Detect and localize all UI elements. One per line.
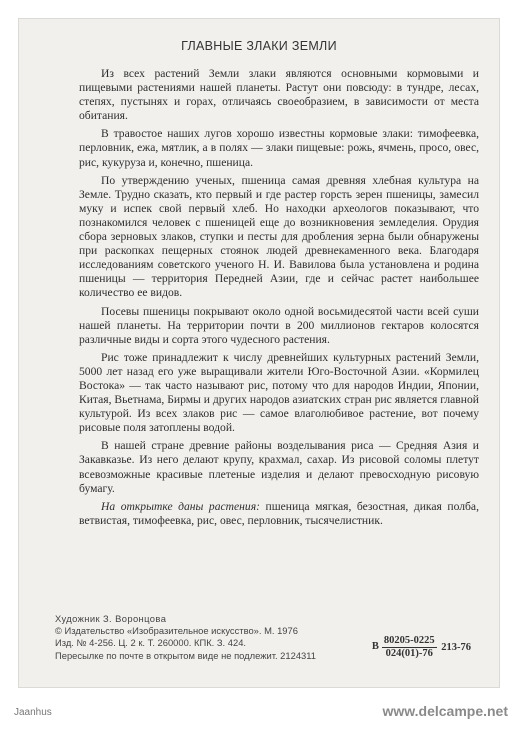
paragraph-4: Посевы пшеницы покрывают около одной восьмидесятой части всей суши нашей планеты. На территории почти в 200 миллионов гектаров колосятся различные виды и сорта этого чудесного растения. [79,304,479,346]
code-fraction [382,635,437,660]
mail-note: Пересылке по почте в открытом виде не подлежит. 2124311 [55,649,316,661]
print-info: Изд. № 4-256. Ц. 2 к. Т. 260000. КПК. З. 424. [55,637,247,649]
caption-lead: На открытке даны растения: [101,499,260,513]
caption-rest: пшеница мягкая, безостная, дикая полба, ветвистая, тимофеевка, рис, овес, перловник, тысячелистник. [79,499,479,527]
code-denominator: 024(01)-76 [385,648,433,660]
watermark-delcampe: www.delcampe.net [382,703,508,719]
publisher-line: © Издательство «Изобразительное искусство». М. 1976 [55,625,298,637]
imprint [55,613,485,662]
article-body [79,67,479,532]
code-side: 213-76 [441,641,471,653]
watermark-jaanhus: Jaanhus [14,707,52,718]
postcard-back [18,18,500,688]
code-letter: В [371,641,379,652]
plants-caption [79,500,479,528]
code-numerator: 80205-0225 [382,635,437,648]
paragraph-2: В травостое наших лугов хорошо известны кормовые злаки: тимофеевка, перловник, ежа, мятлик, а в полях — злаки пищевые: рожь, ячмень, просо, овес, рис, кукуруза и, конечно, пшеница. [79,127,479,169]
catalog-code [371,635,471,660]
paragraph-6: В нашей стране древние районы возделывания риса — Средняя Азия и Закавказье. Из него делают крупу, крахмал, сахар. Из рисовой соломы плетут всевозможные красивые плетеные изделия и делают превосходную рисовую бумагу. [79,439,479,495]
artist-credit: Художник З. Воронцова [55,613,167,624]
paragraph-1: Из всех растений Земли злаки являются основными кормовыми и пищевыми растениями нашей планеты. Растут они повсюду: в тундре, лесах, степях, пустынях и горах, отличаясь своеобразием, в зависимости от места обитания. [79,67,479,123]
paragraph-3: По утверждению ученых, пшеница самая древняя хлебная культура на Земле. Трудно сказать, кто первый и где растер горсть зерен пшеницы, замесил муку и испек свой первый хлеб. Но находки археологов показывают, что познакомился человек с пшеницей еще до возникновения земледелия. Орудия сбора зерновых злаков, ступки и песты для дробления зерна были обнаружены при раскопках пещерных стоянок людей древнекаменного века. Благодаря исследованиям советского ученого Н. И. Вавилова была установлена и родина пшеницы — территория Передней Азии, где и сейчас растет наибольшее количество ее видов. [79,173,479,300]
page-title: ГЛАВНЫЕ ЗЛАКИ ЗЕМЛИ [181,39,337,53]
paragraph-5: Рис тоже принадлежит к числу древнейших культурных растений Земли, 5000 лет назад его уже выращивали жители Юго-Восточной Азии. «Кормилец Востока» — так часто называют рис, потому что для народов Индии, Японии, Китая, Вьетнама, Бирмы и других народов азиатских стран рис является главной культурой. Из всех злаков рис — самое влаголюбивое растение, вот почему рисовые поля затоплены водой. [79,350,479,435]
